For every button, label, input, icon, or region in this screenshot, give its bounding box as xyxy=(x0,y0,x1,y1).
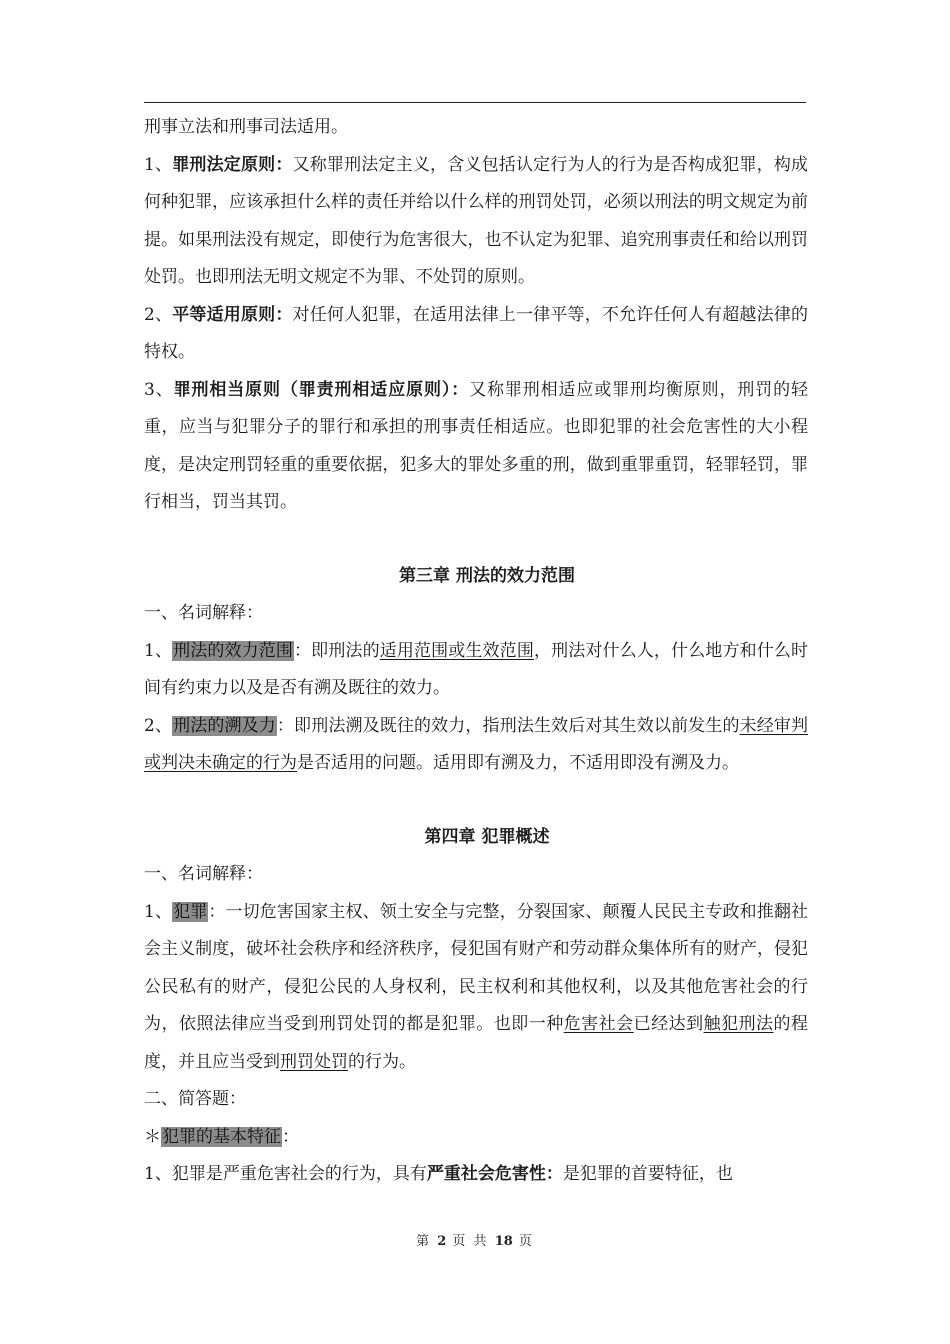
page-total: 18 xyxy=(494,1234,513,1249)
page-number: 2 xyxy=(437,1234,447,1249)
principle-3: 3、罪刑相当原则（罪责刑相适应原则）：又称罪刑相适应或罪刑均衡原则，刑罚的轻重，应当与犯罪分子的罪行和承担的刑事责任相适应。也即犯罪的社会危害性的大小程度，是决定刑罚轻重的重要依据，犯多大的罪处多重的刑，做到重罪重罚，轻罪轻罚，罪行相当，罚当其罚。 xyxy=(144,379,809,512)
feature-heading: ＊犯罪的基本特征： xyxy=(144,1126,299,1147)
definition-item: 1、刑法的效力范围：即刑法的适用范围或生效范围，刑法对什么人，什么地方和什么时间有约束力以及是否有溯及既往的效力。 xyxy=(144,640,809,698)
page-footer: 第 2 页 共 18 页 xyxy=(416,1234,534,1249)
underlined-phrase: 危害社会 xyxy=(563,1014,634,1034)
underlined-phrase: 刑罚处罚 xyxy=(280,1051,348,1072)
highlighted-term: 刑法的效力范围 xyxy=(173,640,294,661)
chapter-3-title: 第三章 刑法的效力范围 xyxy=(399,565,575,586)
underlined-phrase: 未经审判或判决未确定的行为 xyxy=(144,715,809,773)
principle-2: 2、平等适用原则：对任何人犯罪，在适用法律上一律平等，不允许任何人有超越法律的特权。 xyxy=(144,304,809,362)
star-icon: ＊ xyxy=(144,1126,161,1147)
principle-1: 1、罪刑法定原则：又称罪刑法定主义，含义包括认定行为人的行为是否构成犯罪，构成何种犯罪，应该承担什么样的责任并给以什么样的刑罚处罚，必须以刑法的明文规定为前提。如果刑法没有规定，即使行为危害很大，也不认定为犯罪、追究刑事责任和给以刑罚处罚。也即刑法无明文规定不为罪、不处罚的原则。 xyxy=(144,154,809,287)
definition-item: 2、刑法的溯及力：即刑法溯及既往的效力，指刑法生效后对其生效以前发生的未经审判或判决未确定的行为是否适用的问题。适用即有溯及力，不适用即没有溯及力。 xyxy=(144,715,809,773)
paragraph: 刑事立法和刑事司法适用。 xyxy=(144,117,348,137)
highlighted-term: 刑法的溯及力 xyxy=(173,715,276,736)
page-body xyxy=(144,109,808,1194)
definition-item: 1、犯罪：一切危害国家主权、领土安全与完整，分裂国家、颠覆人民民主专政和推翻社会主义制度，破坏社会秩序和经济秩序，侵犯国有财产和劳动群众集体所有的财产，侵犯公民私有的财产，侵犯公民的人身权利，民主权利和其他权利，以及其他危害社会的行为，依照法律应当受到刑罚处罚的都是犯罪。也即一种危害社会已经达到触犯刑法的程度，并且应当受到刑罚处罚的行为。 xyxy=(144,901,809,1072)
section-heading: 一、名词解释： xyxy=(144,603,263,623)
section-heading: 一、名词解释： xyxy=(144,864,263,884)
header-rule xyxy=(144,102,806,103)
term: 平等适用原则： xyxy=(172,304,293,325)
underlined-phrase: 适用范围或生效范围 xyxy=(379,640,534,661)
section-heading: 二、简答题： xyxy=(144,1089,246,1109)
feature-item: 1、犯罪是严重危害社会的行为，具有严重社会危害性：是犯罪的首要特征，也 xyxy=(144,1164,733,1184)
chapter-4-title: 第四章 犯罪概述 xyxy=(424,826,550,847)
highlighted-term: 犯罪 xyxy=(173,901,208,922)
term: 罪刑相当原则（罪责刑相适应原则）： xyxy=(173,379,470,400)
term: 罪刑法定原则： xyxy=(172,154,293,175)
term: 严重社会危害性： xyxy=(426,1164,563,1184)
underlined-phrase: 触犯刑法 xyxy=(703,1014,774,1034)
highlighted-term: 犯罪的基本特征 xyxy=(162,1126,281,1147)
